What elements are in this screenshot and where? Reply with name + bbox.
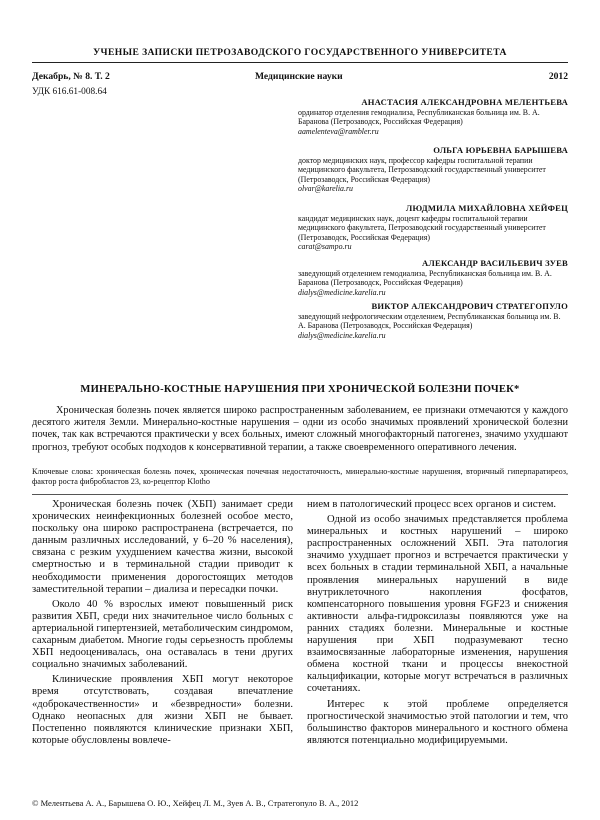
abstract-rule [32, 494, 568, 495]
author-email[interactable]: carat@sampo.ru [298, 242, 352, 251]
author-block [298, 259, 568, 297]
keywords: Ключевые слова: хроническая болезнь почек, хроническая почечная недостаточность, минерально-костные нарушения, вторичный гиперпаратиреоз, фактор роста фибробластов 23, ко-рецептор Klotho [32, 467, 568, 486]
author-block [298, 146, 568, 194]
body-column-left [32, 499, 293, 750]
article-title: МИНЕРАЛЬНО-КОСТНЫЕ НАРУШЕНИЯ ПРИ ХРОНИЧЕСКОЙ БОЛЕЗНИ ПОЧЕК* [80, 384, 520, 395]
paragraph: нием в патологический процесс всех органов и систем. [307, 499, 557, 510]
author-affiliation: доктор медицинских наук, профессор кафедры госпитальной терапии медицинского факультета, Петрозаводский государственный университет (Петрозаводск, Российская Федерация) [298, 155, 546, 184]
year-label: 2012 [548, 71, 568, 82]
author-affiliation: заведующий отделением гемодиализа, Республиканская больница им. В. А. Баранова (Петрозаводск, Российская Федерация) [298, 268, 552, 287]
author-name: АНАСТАСИЯ АЛЕКСАНДРОВНА МЕЛЕНТЬЕВА [361, 97, 568, 107]
author-name: ВИКТОР АЛЕКСАНДРОВИЧ СТРАТЕГОПУЛО [371, 301, 568, 311]
author-name: ЛЮДМИЛА МИХАЙЛОВНА ХЕЙФЕЦ [405, 203, 568, 213]
author-name: ОЛЬГА ЮРЬЕВНА БАРЫШЕВА [433, 145, 568, 155]
author-email[interactable]: dialys@medicine.karelia.ru [298, 287, 386, 297]
author-block [298, 98, 568, 136]
author-email[interactable]: aamelenteva@rambler.ru [298, 126, 379, 136]
header-rule [32, 62, 568, 63]
udk-code: УДК 616.61-008.64 [32, 87, 107, 97]
paragraph: Около 40 % взрослых имеют повышенный риск развития ХБП, среди них значительное число больных с артериальной гипертензией, метаболическим синдромом, сахарным диабетом. Многие годы серьезность проблемы ХБП недооценивалась, она оставалась в тени других социально значимых заболеваний. [32, 598, 293, 671]
journal-title: УЧЕНЫЕ ЗАПИСКИ ПЕТРОЗАВОДСКОГО ГОСУДАРСТВЕННОГО УНИВЕРСИТЕТА [93, 47, 507, 58]
paragraph: Одной из особо значимых представляется проблема минеральных и костных нарушений – широко распространенных осложнений ХБП. Эта патология значимо ухудшает прогноз и встречается практически у всех больных в стадии терминальной ХБП, а начальные проявления минеральных нарушений в виде внутриклеточного накопления фосфатов, компенсаторного повышения уровня FGF23 и снижения активности альфа-гидроксилазы появляются уже на ранних стадиях болезни. Минеральные и костные нарушения при ХБП подразумевают тесно взаимосвязанные лабораторные изменения, нарушения обмена костной ткани и процессы внекостной кальцификации, которые могут встречаться в различных сочетаниях. [307, 514, 568, 695]
author-block [298, 302, 568, 340]
section-label: Медицинские науки [255, 71, 343, 82]
copyright-line: © Мелентьева А. А., Барышева О. Ю., Хейфец Л. М., Зуев А. В., Стратегопуло В. А., 2012 [32, 798, 359, 808]
author-block [298, 204, 568, 252]
body-column-right [307, 499, 568, 750]
paragraph: Хроническая болезнь почек (ХБП) занимает среди хронических неинфекционных болезней особое место, поскольку она широко распространена (встречается, по данным различных исследований, у 6–20 % населения), связана с резким ухудшением качества жизни, высокой смертностью и в терминальной стадии приводит к необходимости применения дорогостоящих методов заместительной терапии – диализа и пересадки почки. [32, 499, 293, 595]
author-email[interactable]: olvar@karelia.ru [298, 184, 353, 193]
author-affiliation: ординатор отделения гемодиализа, Республиканская больница им. В. А. Баранова (Петрозаводск, Российская Федерация) [298, 107, 540, 126]
author-email[interactable]: dialys@medicine.karelia.ru [298, 330, 386, 340]
author-name: АЛЕКСАНДР ВАСИЛЬЕВИЧ ЗУЕВ [422, 258, 568, 268]
author-affiliation: заведующий нефрологическим отделением, Республиканская больница им. В. А. Баранова (Петрозаводск, Российская Федерация) [298, 311, 561, 330]
paragraph: Клинические проявления ХБП могут некоторое время отсутствовать, создавая впечатление «доброкачественности» и «безвредности» болезни. Однако неопасных для жизни ХБП не бывает. Постепенно появляются клинические признаки ХБП, которые обусловлены вовлече- [32, 674, 293, 746]
abstract: Хроническая болезнь почек является широко распространенным заболеванием, ее признаки отмечаются у каждого десятого жителя Земли. Минерально-костные нарушения – одни из особо значимых проявлений хронической болезни почек, так как встречаются практически у всех больных, имеют сложный многофакторный патогенез, значимо ухудшают прогноз, требуют особых подходов к консервативной терапии, а также своевременного оперативного лечения. [32, 405, 568, 453]
issue-label: Декабрь, № 8. Т. 2 [32, 71, 110, 82]
paragraph: Интерес к этой проблеме определяется прогностической значимостью этой патологии и тем, что большинство факторов минерального и костного обмена являются потенциально модифицируемыми. [307, 698, 568, 746]
author-affiliation: кандидат медицинских наук, доцент кафедры госпитальной терапии медицинского факультета, Петрозаводский государственный университет (Петрозаводск, Российская Федерация) [298, 213, 546, 242]
